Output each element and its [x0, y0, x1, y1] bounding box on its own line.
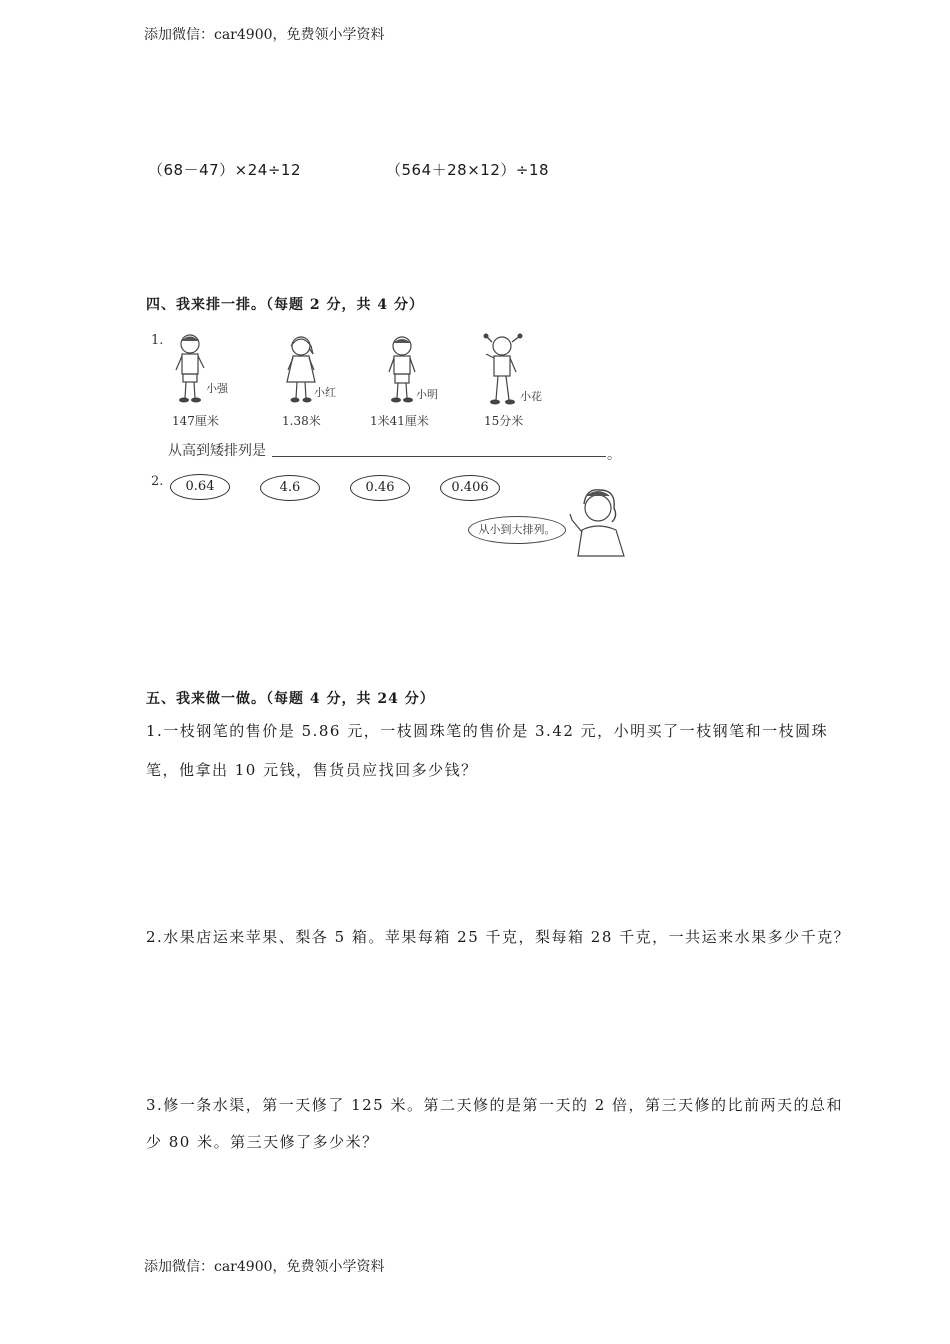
kid-height-xiaoming: 1米41厘米 — [370, 414, 429, 428]
header-text: 添加微信：car4900，免费领小学资料 — [144, 27, 385, 43]
section5-title: 五、我来做一做。（每题 4 分，共 24 分） — [146, 691, 435, 707]
kid-name-xiaohua: 小花 — [520, 390, 542, 403]
q1-number: 1. — [151, 333, 164, 348]
kid-name-xiaohong: 小红 — [314, 386, 336, 399]
kid-height-xiaohong: 1.38米 — [282, 414, 321, 428]
expression-1: （68－47）×24÷12 — [148, 161, 301, 179]
q2-number: 2. — [151, 474, 164, 489]
question-3-line1: 3.修一条水渠，第一天修了 125 米。第二天修的是第一天的 2 倍，第三天修的比前两天的总和 — [146, 1096, 844, 1114]
answer-line[interactable] — [272, 456, 606, 457]
sort-prompt-end: 。 — [607, 447, 621, 463]
girl-illustration — [568, 484, 634, 558]
expression-2: （564＋28×12）÷18 — [386, 161, 550, 179]
speech-bubble: 从小到大排列。 — [468, 516, 566, 544]
kid-height-xiaoqiang: 147厘米 — [172, 414, 219, 428]
question-1-line2: 笔，他拿出 10 元钱，售货员应找回多少钱？ — [146, 761, 478, 779]
number-oval: 0.46 — [350, 475, 410, 501]
number-oval: 4.6 — [260, 475, 320, 501]
kid-name-xiaoqiang: 小强 — [206, 382, 228, 395]
kid-name-xiaoming: 小明 — [416, 388, 438, 401]
number-oval: 0.64 — [170, 474, 230, 500]
section4-title: 四、我来排一排。（每题 2 分，共 4 分） — [146, 297, 424, 313]
sort-prompt: 从高到矮排列是 — [168, 443, 266, 459]
number-oval: 0.406 — [440, 475, 500, 501]
question-1-line1: 1.一枝钢笔的售价是 5.86 元，一枝圆珠笔的售价是 3.42 元，小明买了一枝钢笔和一枝圆珠 — [146, 722, 829, 740]
kid-height-xiaohua: 15分米 — [484, 414, 524, 428]
question-3-line2: 少 80 米。第三天修了多少米？ — [146, 1133, 379, 1151]
question-2: 2.水果店运来苹果、梨各 5 箱。苹果每箱 25 千克，梨每箱 28 千克，一共运来水果多少千克？ — [146, 928, 851, 946]
footer-text: 添加微信：car4900，免费领小学资料 — [144, 1259, 385, 1275]
